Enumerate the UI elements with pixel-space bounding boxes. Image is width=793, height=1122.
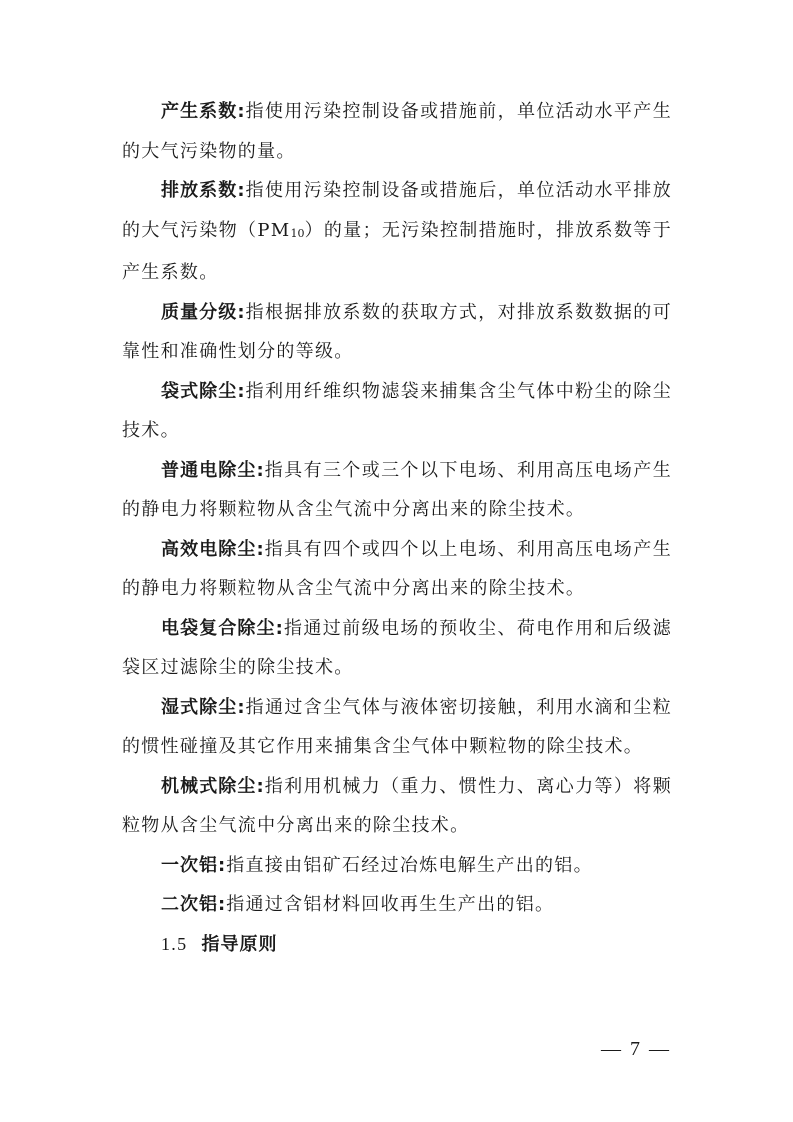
definition-colon: : <box>237 696 246 718</box>
section-heading <box>122 925 672 965</box>
definition-paragraph <box>122 451 672 530</box>
definition-text: 指使用污染控制设备或措施后，单位活动水平排放的大气污染物（PM <box>122 180 672 241</box>
definition-colon: : <box>237 101 246 122</box>
definition-text: 指具有四个或四个以上电场、利用高压电场产生的静电力将颗粒物从含尘气流中分离出来的除尘技术。 <box>122 538 672 599</box>
definition-paragraph <box>122 372 672 451</box>
definition-term: 二次铝 <box>161 894 218 915</box>
definition-term: 高效电除尘 <box>161 538 257 560</box>
definition-term: 产生系数 <box>161 101 238 122</box>
definition-paragraph <box>122 767 672 846</box>
definition-text-continued: ）的量；无污染控制措施时，排放系数等于产生系数。 <box>122 219 672 283</box>
definition-text: 指具有三个或三个以下电场、利用高压电场产生的静电力将颗粒物从含尘气流中分离出来的除尘技术。 <box>122 459 672 520</box>
definition-text: 指利用纤维织物滤袋来捕集含尘气体中粉尘的除尘技术。 <box>122 380 672 441</box>
definition-paragraph <box>122 530 672 609</box>
definition-text: 指通过前级电场的预收尘、荷电作用和后级滤袋区过滤除尘的除尘技术。 <box>122 617 673 678</box>
definition-colon: : <box>237 301 246 323</box>
definition-text: 指根据排放系数的获取方式，对排放系数数据的可靠性和准确性划分的等级。 <box>122 301 672 362</box>
definition-paragraph <box>122 293 672 372</box>
page-number: — 7 — <box>601 1038 671 1060</box>
definition-paragraph <box>122 609 672 688</box>
definition-paragraph <box>122 846 672 886</box>
definition-term: 一次铝 <box>161 854 218 876</box>
definition-text: 指使用污染控制设备或措施前，单位活动水平产生的大气污染物的量。 <box>122 101 672 162</box>
definition-text: 指通过含铝材料回收再生生产出的铝。 <box>226 894 555 915</box>
definition-term: 袋式除尘 <box>161 380 238 402</box>
section-title: 指导原则 <box>201 933 278 955</box>
definition-colon: : <box>256 538 265 560</box>
definition-paragraph <box>122 885 672 925</box>
definition-colon: : <box>256 459 265 481</box>
section-number: 1.5 <box>161 933 188 954</box>
subscript: 10 <box>290 226 305 240</box>
definition-term: 质量分级 <box>161 301 238 323</box>
definition-paragraph <box>122 171 672 293</box>
definition-paragraph <box>122 688 672 767</box>
definition-text: 指直接由铝矿石经过冶炼电解生产出的铝。 <box>226 854 593 876</box>
definition-text: 指利用机械力（重力、惯性力、离心力等）将颗粒物从含尘气流中分离出来的除尘技术。 <box>122 775 672 836</box>
definition-term: 普通电除尘 <box>161 459 257 481</box>
definition-colon: : <box>218 894 227 915</box>
definition-term: 排放系数 <box>161 180 238 201</box>
document-body <box>122 92 672 964</box>
definition-colon: : <box>275 617 284 639</box>
definition-term: 电袋复合除尘 <box>161 617 276 639</box>
definition-text: 指通过含尘气体与液体密切接触，利用水滴和尘粒的惯性碰撞及其它作用来捕集含尘气体中颗粒物的除尘技术。 <box>122 696 672 757</box>
definition-colon: : <box>218 854 227 876</box>
definition-colon: : <box>256 775 265 797</box>
definition-term: 湿式除尘 <box>161 696 238 718</box>
definition-colon: : <box>237 180 246 201</box>
definition-colon: : <box>237 380 246 402</box>
definition-paragraph <box>122 92 672 171</box>
definition-term: 机械式除尘 <box>161 775 257 797</box>
